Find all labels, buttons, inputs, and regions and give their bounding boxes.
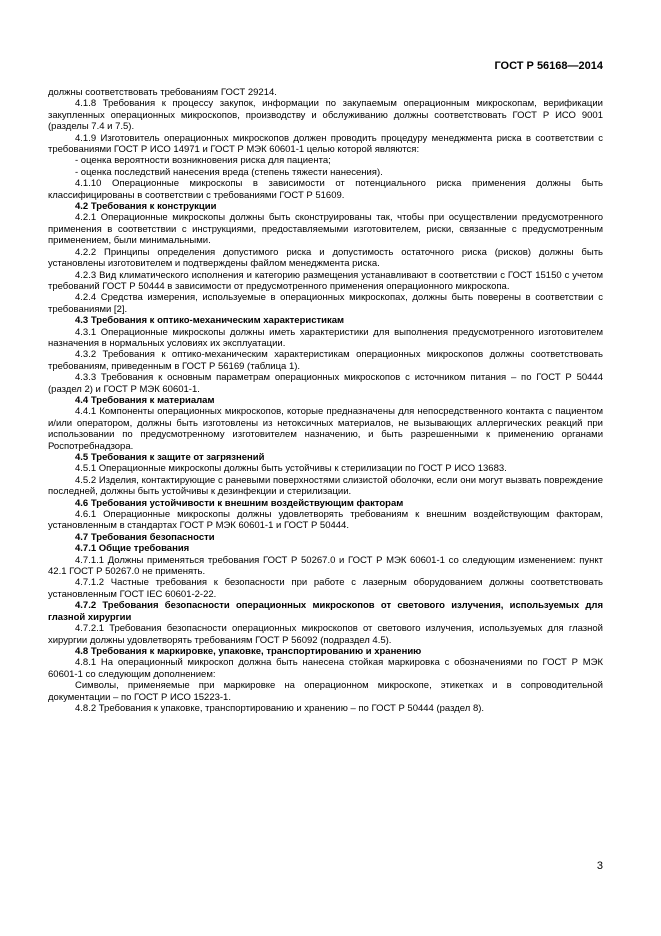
paragraph: 4.2.2 Принципы определения допустимого риска и допустимость остаточного риска (рисков) должны быть установлены изготовителем и подтверждены файлом менеджмента риска. [48, 246, 603, 270]
subsection-heading: 4.7.1 Общие требования [75, 543, 190, 555]
paragraph: 4.4.1 Компоненты операционных микроскопов, которые предназначены для непосредственного контакта с пациентом и/или оператором, должны быть изготовлены из нетоксичных материалов, не вызывающих аллергических реакций при использовании по предусмотренному изготовителем назначению, и быть разрешенными к применению органами Роспотребнадзора. [48, 406, 603, 452]
paragraph: 4.7.1.2 Частные требования к безопасности при работе с лазерным оборудованием должны соответствовать установленным ГОСТ IEC 60601-2-22. [48, 577, 603, 600]
list-item: - оценка вероятности возникновения риска для пациента; [75, 155, 331, 167]
paragraph: 4.5.2 Изделия, контактирующие с раневыми поверхностями слизистой оболочки, если они могут вызвать повреждение последней, должны быть устойчивы к дезинфекции и стерилизации. [48, 474, 603, 498]
paragraph: 4.2.1 Операционные микроскопы должны быть сконструированы так, чтобы при осуществлении предусмотренного применения в соответствии с инструкциями, предоставляемыми изготовителем, риски, связанные с предусмотренным применением, были минимальными. [48, 212, 603, 247]
paragraph: 4.5.1 Операционные микроскопы должны быть устойчивы к стерилизации по ГОСТ Р ИСО 13683. [75, 463, 507, 475]
document-header [48, 60, 603, 72]
paragraph: 4.1.10 Операционные микроскопы в зависимости от потенциального риска применения должны быть классифицированы в соответствии с требованиями ГОСТ Р 51609. [48, 178, 603, 201]
section-heading: 4.2 Требования к конструкции [75, 201, 217, 213]
section-heading: 4.3 Требования к оптико-механическим характеристикам [75, 315, 345, 327]
paragraph: 4.8.2 Требования к упаковке, транспортированию и хранению – по ГОСТ Р 50444 (раздел 8). [75, 702, 485, 714]
paragraph: Символы, применяемые при маркировке на операционном микроскопе, этикетках и в сопроводительной документации – по ГОСТ Р ИСО 15223-1. [48, 680, 603, 703]
paragraph: 4.2.4 Средства измерения, используемые в операционных микроскопах, должны быть поверены в соответствии с требованиями [2]. [48, 292, 603, 315]
section-heading: 4.5 Требования к защите от загрязнений [75, 452, 265, 463]
paragraph: должны соответствовать требованиям ГОСТ 29214. [48, 87, 277, 98]
section-heading: 4.7 Требования безопасности [75, 531, 215, 543]
paragraph: 4.3.2 Требования к оптико-механическим характеристикам операционных микроскопов должны соответствовать требованиям, приведенным в ГОСТ Р 56169 (таблица 1). [48, 349, 603, 372]
section-heading: 4.6 Требования устойчивости к внешним воздействующим факторам [75, 497, 404, 509]
subsection-heading: 4.7.2 Требования безопасности операционных микроскопов от светового излучения, используемых для глазной хирургии [48, 600, 603, 623]
paragraph: 4.1.8 Требования к процессу закупок, информации по закупаемым операционным микроскопам, верификации закупленных операционных микроскопов, производству и обслуживанию должны соответствовать ГОСТ Р ИСО 9001 (разделы 7.4 и 7.5). [48, 98, 603, 133]
paragraph: 4.8.1 На операционный микроскоп должна быть нанесена стойкая маркировка с обозначениями по ГОСТ Р МЭК 60601-1 со следующим дополнением: [48, 657, 603, 680]
paragraph: 4.3.1 Операционные микроскопы должны иметь характеристики для выполнения предусмотренного изготовителем назначения в нормальных условиях их эксплуатации. [48, 326, 603, 349]
paragraph: 4.2.3 Вид климатического исполнения и категорию размещения устанавливают в соответствии с ГОСТ 15150 с учетом требований ГОСТ Р 50444 в зависимости от предусмотренного применения операционного микроскопа. [48, 269, 603, 292]
paragraph: 4.7.2.1 Требования безопасности операционных микроскопов от светового излучения, используемых для глазной хирургии должны удовлетворять требованиям ГОСТ Р 56092 (подраздел 4.5). [48, 623, 603, 646]
list-item: - оценка последствий нанесения вреда (степень тяжести нанесения). [75, 166, 383, 178]
paragraph: 4.7.1.1 Должны применяться требования ГОСТ Р 50267.0 и ГОСТ Р МЭК 60601-1 со следующим изменением: пункт 42.1 ГОСТ Р 50267.0 не применять. [48, 554, 603, 578]
document-id: ГОСТ Р 56168—2014 [494, 60, 603, 72]
page-number: 3 [596, 860, 603, 872]
section-heading: 4.4 Требования к материалам [75, 394, 215, 406]
document-body [48, 87, 603, 714]
paragraph: 4.3.3 Требования к основным параметрам операционных микроскопов с источником питания – по ГОСТ Р 50444 (раздел 2) и ГОСТ Р МЭК 60601-1. [48, 372, 603, 395]
section-heading: 4.8 Требования к маркировке, упаковке, транспортированию и хранению [75, 645, 422, 657]
paragraph: 4.1.9 Изготовитель операционных микроскопов должен проводить процедуру менеджмента риска в соответствии с требованиями ГОСТ Р ИСО 14971 и ГОСТ Р МЭК 60601-1 целью которой являются: [48, 132, 603, 156]
paragraph: 4.6.1 Операционные микроскопы должны удовлетворять требованиям к внешним воздействующим факторам, установленным в стандартах ГОСТ Р МЭК 60601-1 и ГОСТ Р 50444. [48, 509, 603, 532]
